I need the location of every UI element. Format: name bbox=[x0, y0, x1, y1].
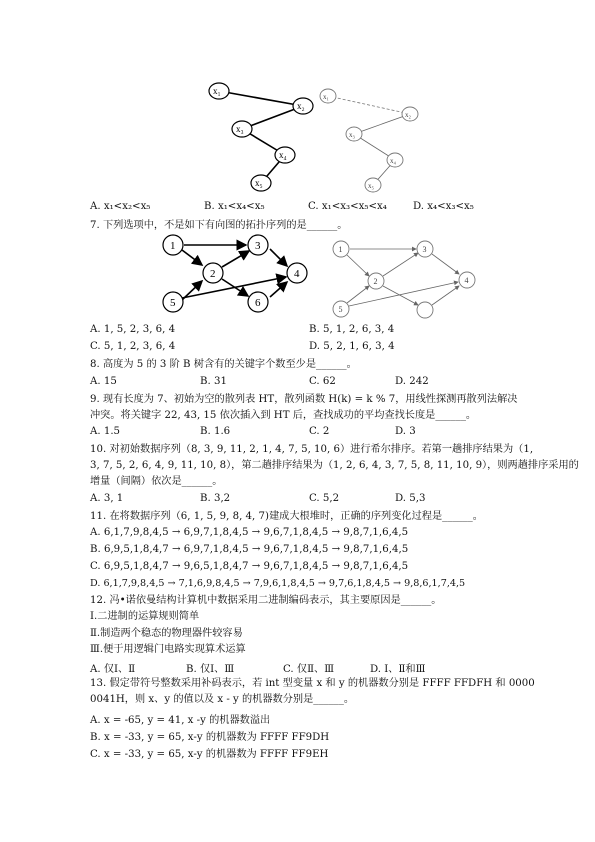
q7-option-b: B. 5, 1, 2, 6, 3, 4 bbox=[309, 324, 395, 335]
q9-option-c: C. 2 bbox=[309, 426, 330, 437]
q13-option-a: A. x = -65, y = 41, x -y 的机器数溢出 bbox=[90, 715, 271, 726]
node-label: 3 bbox=[255, 240, 261, 252]
graph-edge bbox=[328, 96, 410, 114]
node-label: 3 bbox=[422, 245, 427, 254]
q12-option-c: C. 仅Ⅱ、Ⅲ bbox=[283, 664, 335, 675]
q12-stem: 12. 冯•诺依曼结构计算机中数据采用二进制编码表示，其主要原因是______。 bbox=[90, 595, 442, 606]
graph-edge bbox=[383, 253, 418, 276]
graph-edge bbox=[349, 282, 458, 306]
node-label: 5 bbox=[338, 305, 343, 314]
q8-option-a: A. 15 bbox=[90, 376, 117, 387]
q12-option-a: A. 仅Ⅰ、Ⅱ bbox=[90, 664, 136, 675]
node-label: x₃ bbox=[349, 131, 355, 139]
q10-option-a: A. 3, 1 bbox=[90, 493, 124, 504]
q7-option-a: A. 1, 5, 2, 3, 6, 4 bbox=[90, 324, 176, 335]
q13-option-c: C. x = -33, y = 65, x-y 的机器数为 FFFF FF9EH bbox=[90, 749, 329, 760]
q11-stem: 11. 在将数据序列（6, 1, 5, 9, 8, 4, 7)建成大根堆时，正确的序列变化过程是______。 bbox=[90, 511, 483, 522]
node-label: 6 bbox=[255, 297, 261, 309]
node-label: 1 bbox=[338, 245, 343, 254]
q6-option-d: D. x₄<x₃<x₅ bbox=[413, 201, 474, 212]
q10-option-b: B. 3,2 bbox=[200, 493, 231, 504]
q10-stem-line1: 10. 对初始数据序列（8, 3, 9, 11, 2, 1, 4, 7, 5, 10, 6）进行希尔排序。若第一趟排序结果为（1, bbox=[90, 444, 534, 455]
graph-edge bbox=[270, 282, 287, 297]
q6-option-c: C. x₁<x₃<x₅<x₄ bbox=[308, 201, 387, 212]
q12-option-d: D. Ⅰ、Ⅱ和Ⅲ bbox=[370, 664, 426, 675]
graph-edge bbox=[354, 114, 410, 134]
q9-stem-line2: 冲突。将关键字 22, 43, 15 依次插入到 HT 后，查找成功的平均查找长度是______。 bbox=[90, 410, 477, 421]
q7-graph-right bbox=[326, 236, 486, 320]
node-label: 4 bbox=[294, 268, 300, 280]
q9-option-d: D. 3 bbox=[395, 426, 416, 437]
graph-edge bbox=[347, 286, 369, 303]
q8-option-c: C. 62 bbox=[309, 376, 336, 387]
q10-option-d: D. 5,3 bbox=[395, 493, 426, 504]
q12-item-1: Ⅰ.二进制的运算规则简单 bbox=[90, 611, 200, 622]
graph-edge bbox=[222, 279, 248, 296]
q9-option-a: A. 1.5 bbox=[90, 426, 121, 437]
node-label: 4 bbox=[464, 276, 469, 285]
q6-graph-right bbox=[318, 86, 428, 198]
graph-edge bbox=[383, 286, 418, 305]
node-label: x₄ bbox=[390, 157, 396, 165]
q12-option-b: B. 仅Ⅰ、Ⅲ bbox=[186, 664, 235, 675]
graph-edge bbox=[222, 251, 249, 267]
q11-option-a: A. 6,1,7,9,8,4,5 → 6,9,7,1,8,4,5 → 9,6,7,1,8,4,5 → 9,8,7,1,6,4,5 bbox=[90, 527, 409, 538]
q8-option-b: B. 31 bbox=[200, 376, 227, 387]
graph-edge bbox=[182, 250, 202, 265]
q8-option-d: D. 242 bbox=[395, 376, 429, 387]
graph-edge bbox=[219, 91, 303, 106]
q10-option-c: C. 5,2 bbox=[309, 493, 340, 504]
q7-graph-left bbox=[150, 232, 318, 320]
q10-stem-line3: 增量（间隔）依次是______。 bbox=[90, 476, 223, 487]
q11-option-d: D. 6,1,7,9,8,4,5 → 7,1,6,9,8,4,5 → 7,9,6,1,8,4,5 → 9,7,6,1,8,4,5 → 9,8,6,1,7,4,5 bbox=[90, 578, 466, 589]
node-label: 2 bbox=[210, 268, 216, 280]
q8-stem: 8. 高度为 5 的 3 阶 B 树含有的关键字个数至少是______。 bbox=[90, 359, 357, 370]
node-label: x₅ bbox=[255, 178, 263, 188]
graph-edge bbox=[432, 286, 459, 305]
q7-stem: 7. 下列选项中，不是如下有向图的拓扑序列的是______。 bbox=[90, 220, 348, 231]
node-label: x₁ bbox=[213, 86, 221, 96]
node-label: 5 bbox=[170, 297, 176, 309]
q11-option-b: B. 6,9,5,1,8,4,7 → 6,9,7,1,8,4,5 → 9,6,7,1,8,4,5 → 9,8,7,1,6,4,5 bbox=[90, 544, 409, 555]
q9-option-b: B. 1.6 bbox=[200, 426, 231, 437]
graph-edge bbox=[347, 255, 369, 276]
q13-option-b: B. x = -33, y = 65, x-y 的机器数为 FFFF FF9DH bbox=[90, 732, 330, 743]
node-label: x₁ bbox=[323, 93, 329, 101]
node-label: x₅ bbox=[368, 182, 374, 190]
q7-option-d: D. 5, 2, 1, 6, 3, 4 bbox=[309, 341, 395, 352]
node-label: 1 bbox=[170, 240, 176, 252]
graph-edge bbox=[270, 249, 287, 266]
node-label: x₂ bbox=[405, 111, 411, 119]
q12-item-3: Ⅲ.便于用逻辑门电路实现算术运算 bbox=[90, 644, 246, 655]
graph-node bbox=[417, 302, 433, 318]
node-label: x₃ bbox=[236, 124, 244, 134]
q6-option-b: B. x₁<x₄<x₅ bbox=[204, 201, 265, 212]
q13-stem-line2: 0041H，则 x、y 的值以及 x - y 的机器数分别是______。 bbox=[90, 694, 355, 705]
node-label: x₄ bbox=[279, 150, 287, 160]
q6-option-a: A. x₁<x₂<x₅ bbox=[90, 201, 151, 212]
q13-stem-line1: 13. 假定带符号整数采用补码表示，若 int 型变量 x 和 y 的机器数分别是 FFFF FFDFH 和 0000 bbox=[90, 678, 535, 689]
q12-item-2: Ⅱ.制造两个稳态的物理器件较容易 bbox=[90, 628, 243, 639]
node-label: x₂ bbox=[297, 101, 305, 111]
q6-graph-left bbox=[205, 80, 325, 196]
graph-edge bbox=[432, 254, 459, 274]
q11-option-c: C. 6,9,5,1,8,4,7 → 9,6,5,1,8,4,7 → 9,6,7,1,8,4,5 → 9,8,7,1,6,4,5 bbox=[90, 561, 409, 572]
q10-stem-line2: 3, 7, 5, 2, 6, 4, 9, 11, 10, 8），第二趟排序结果为（1, 2, 6, 4, 3, 7, 5, 8, 11, 10, 9），则两趟排序采用的 bbox=[90, 460, 579, 471]
q9-stem-line1: 9. 现有长度为 7、初始为空的散列表 HT，散列函数 H(k) = k % 7，用线性探测再散列法解决 bbox=[90, 394, 518, 405]
q7-option-c: C. 5, 1, 2, 3, 6, 4 bbox=[90, 341, 176, 352]
node-label: 2 bbox=[373, 277, 378, 286]
